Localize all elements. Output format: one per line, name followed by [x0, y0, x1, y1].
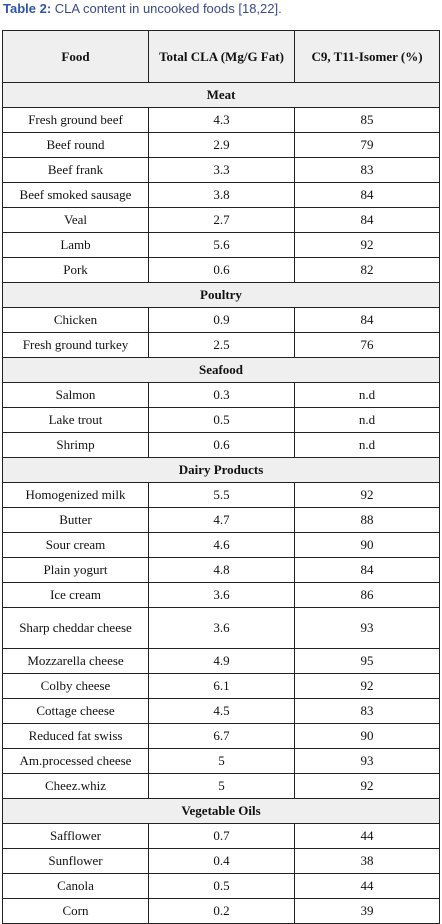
table-row — [3, 408, 440, 433]
header-row — [3, 31, 440, 83]
isomer-cell: n.d — [295, 383, 440, 408]
caption-text: CLA content in uncooked foods [18,22]. — [51, 1, 282, 16]
food-cell: Chicken — [3, 308, 149, 333]
table-row — [3, 699, 440, 724]
group-row — [3, 458, 440, 483]
isomer-cell: 90 — [295, 724, 440, 749]
table-row — [3, 233, 440, 258]
isomer-cell: 76 — [295, 333, 440, 358]
table-row — [3, 583, 440, 608]
table-row — [3, 183, 440, 208]
header-c9-t11-isomer: C9, T11-Isomer (%) — [295, 31, 440, 83]
isomer-cell: 93 — [295, 749, 440, 774]
isomer-cell: 84 — [295, 558, 440, 583]
isomer-cell: 93 — [295, 608, 440, 649]
isomer-cell: 84 — [295, 308, 440, 333]
food-cell: Beef smoked sausage — [3, 183, 149, 208]
isomer-cell: 92 — [295, 233, 440, 258]
food-cell: Safflower — [3, 824, 149, 849]
group-row — [3, 83, 440, 108]
isomer-cell: 95 — [295, 649, 440, 674]
isomer-cell: 90 — [295, 533, 440, 558]
total-cla-cell: 0.5 — [149, 408, 295, 433]
total-cla-cell: 5.5 — [149, 483, 295, 508]
total-cla-cell: 5 — [149, 774, 295, 799]
isomer-cell: n.d — [295, 408, 440, 433]
food-cell: Plain yogurt — [3, 558, 149, 583]
food-cell: Canola — [3, 874, 149, 899]
food-cell: Colby cheese — [3, 674, 149, 699]
table-row — [3, 558, 440, 583]
group-heading: Vegetable Oils — [3, 799, 440, 824]
group-row — [3, 358, 440, 383]
food-cell: Lamb — [3, 233, 149, 258]
total-cla-cell: 6.7 — [149, 724, 295, 749]
total-cla-cell: 0.5 — [149, 874, 295, 899]
food-cell: Reduced fat swiss — [3, 724, 149, 749]
group-row — [3, 799, 440, 824]
group-heading: Meat — [3, 83, 440, 108]
isomer-cell: 83 — [295, 699, 440, 724]
total-cla-cell: 0.4 — [149, 849, 295, 874]
total-cla-cell: 2.9 — [149, 133, 295, 158]
total-cla-cell: 0.6 — [149, 433, 295, 458]
total-cla-cell: 2.5 — [149, 333, 295, 358]
table-header — [3, 31, 440, 83]
table-row — [3, 533, 440, 558]
table-row — [3, 383, 440, 408]
isomer-cell: 44 — [295, 824, 440, 849]
isomer-cell: 92 — [295, 483, 440, 508]
table-row — [3, 483, 440, 508]
food-cell: Ice cream — [3, 583, 149, 608]
header-total-cla: Total CLA (Mg/G Fat) — [149, 31, 295, 83]
food-cell: Butter — [3, 508, 149, 533]
table-row — [3, 774, 440, 799]
table-caption — [3, 0, 282, 18]
total-cla-cell: 4.6 — [149, 533, 295, 558]
table-row — [3, 333, 440, 358]
total-cla-cell: 4.8 — [149, 558, 295, 583]
total-cla-cell: 4.3 — [149, 108, 295, 133]
total-cla-cell: 0.2 — [149, 899, 295, 924]
food-cell: Fresh ground beef — [3, 108, 149, 133]
total-cla-cell: 4.9 — [149, 649, 295, 674]
table-row — [3, 849, 440, 874]
table-row — [3, 108, 440, 133]
table-body — [3, 83, 440, 924]
food-cell: Veal — [3, 208, 149, 233]
total-cla-cell: 5 — [149, 749, 295, 774]
table-row — [3, 674, 440, 699]
food-cell: Sharp cheddar cheese — [3, 608, 149, 649]
table-row — [3, 133, 440, 158]
table-row — [3, 508, 440, 533]
table-row — [3, 649, 440, 674]
isomer-cell: 44 — [295, 874, 440, 899]
isomer-cell: 92 — [295, 674, 440, 699]
total-cla-cell: 4.7 — [149, 508, 295, 533]
isomer-cell: 38 — [295, 849, 440, 874]
isomer-cell: 85 — [295, 108, 440, 133]
group-heading: Seafood — [3, 358, 440, 383]
caption-label: Table 2: — [3, 1, 52, 16]
isomer-cell: 84 — [295, 183, 440, 208]
isomer-cell: n.d — [295, 433, 440, 458]
table-row — [3, 433, 440, 458]
isomer-cell: 92 — [295, 774, 440, 799]
table-row — [3, 208, 440, 233]
table-row — [3, 874, 440, 899]
food-cell: Fresh ground turkey — [3, 333, 149, 358]
food-cell: Cottage cheese — [3, 699, 149, 724]
total-cla-cell: 3.8 — [149, 183, 295, 208]
isomer-cell: 79 — [295, 133, 440, 158]
group-row — [3, 283, 440, 308]
total-cla-cell: 0.6 — [149, 258, 295, 283]
total-cla-cell: 2.7 — [149, 208, 295, 233]
isomer-cell: 86 — [295, 583, 440, 608]
table-row — [3, 608, 440, 649]
food-cell: Beef frank — [3, 158, 149, 183]
total-cla-cell: 3.6 — [149, 608, 295, 649]
total-cla-cell: 5.6 — [149, 233, 295, 258]
food-cell: Mozzarella cheese — [3, 649, 149, 674]
food-cell: Shrimp — [3, 433, 149, 458]
total-cla-cell: 6.1 — [149, 674, 295, 699]
isomer-cell: 83 — [295, 158, 440, 183]
food-cell: Sunflower — [3, 849, 149, 874]
food-cell: Lake trout — [3, 408, 149, 433]
food-cell: Corn — [3, 899, 149, 924]
food-cell: Beef round — [3, 133, 149, 158]
total-cla-cell: 4.5 — [149, 699, 295, 724]
header-food: Food — [3, 31, 149, 83]
food-cell: Cheez.whiz — [3, 774, 149, 799]
isomer-cell: 84 — [295, 208, 440, 233]
total-cla-cell: 0.7 — [149, 824, 295, 849]
group-heading: Poultry — [3, 283, 440, 308]
group-heading: Dairy Products — [3, 458, 440, 483]
food-cell: Am.processed cheese — [3, 749, 149, 774]
table-row — [3, 724, 440, 749]
cla-content-table — [2, 30, 440, 924]
total-cla-cell: 0.9 — [149, 308, 295, 333]
isomer-cell: 88 — [295, 508, 440, 533]
food-cell: Sour cream — [3, 533, 149, 558]
total-cla-cell: 3.6 — [149, 583, 295, 608]
table-row — [3, 824, 440, 849]
table-row — [3, 258, 440, 283]
isomer-cell: 39 — [295, 899, 440, 924]
total-cla-cell: 3.3 — [149, 158, 295, 183]
table-row — [3, 308, 440, 333]
isomer-cell: 82 — [295, 258, 440, 283]
food-cell: Salmon — [3, 383, 149, 408]
table-row — [3, 899, 440, 924]
total-cla-cell: 0.3 — [149, 383, 295, 408]
food-cell: Homogenized milk — [3, 483, 149, 508]
table-row — [3, 158, 440, 183]
food-cell: Pork — [3, 258, 149, 283]
table-row — [3, 749, 440, 774]
